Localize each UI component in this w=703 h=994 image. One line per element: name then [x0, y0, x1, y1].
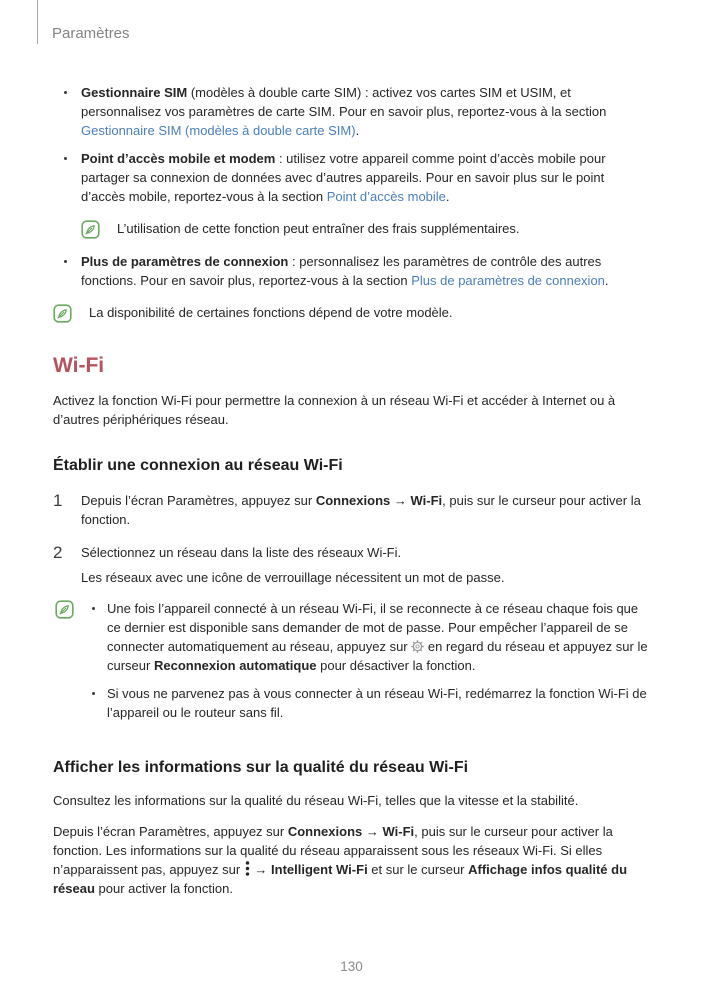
paragraph [53, 822, 651, 898]
page-footer [0, 959, 703, 974]
bullet-item [53, 252, 651, 290]
text-run: : personnalisez les paramètres de contrôle des autres fonctions. Pour en savoir plus, reportez-vous à la section [81, 254, 602, 288]
step-text [81, 491, 651, 529]
text-run: Si vous ne parvenez pas à vous connecter à un réseau Wi-Fi, redémarrez la fonction Wi-Fi de l’appareil ou le routeur sans fil. [107, 686, 647, 720]
text-run: → [250, 862, 272, 877]
bullet-dot-icon [92, 692, 95, 695]
text-run: : utilisez votre appareil comme point d’accès mobile pour partager sa connexion de données avec d’autres appareils. Pour en savoir plus sur le point d’accès mobile, reportez-vous à la section [81, 151, 606, 204]
text-run: . [355, 123, 360, 138]
bold-text: Affichage infos qualité du réseau [53, 862, 628, 896]
section-title: Wi-Fi [53, 354, 105, 377]
text-run: en regard du réseau et appuyez sur le curseur [107, 639, 648, 673]
bold-text: Connexions [287, 824, 363, 839]
text-run: . [604, 273, 609, 288]
paragraph [53, 391, 651, 429]
text-run: et sur le curseur [367, 862, 469, 877]
step-text [81, 543, 651, 587]
note-bullet-item [90, 599, 651, 675]
text-run: Depuis l’écran Paramètres, appuyez sur [81, 493, 316, 508]
page-number: 130 [340, 959, 363, 974]
bullet-item [53, 149, 651, 206]
note-icon [55, 600, 74, 619]
note-group [55, 599, 651, 731]
note-icon [81, 220, 100, 239]
bullet-dot-icon [64, 157, 67, 160]
bullet-item [53, 83, 651, 140]
page-content [0, 42, 703, 898]
bullet-dot-icon [64, 260, 67, 263]
note-items [90, 599, 651, 731]
text-run: → [390, 493, 411, 508]
note [81, 219, 651, 239]
text-run: , puis sur le curseur pour activer la fonction. Les informations sur la qualité du réseau apparaissent sous les réseaux Wi-Fi. Si elles n’apparaissent pas, appuyez sur [53, 824, 613, 877]
step-subtext [81, 568, 651, 587]
header-rule [37, 0, 38, 44]
step-number: 1 [53, 491, 63, 510]
text-run: Consultez les informations sur la qualité du réseau Wi-Fi, telles que la vitesse et la stabilité. [53, 793, 579, 808]
subsection-title: Établir une connexion au réseau Wi-Fi [53, 457, 343, 474]
step-text-line [81, 491, 651, 529]
bold-text: Intelligent Wi-Fi [271, 862, 368, 877]
bold-text: Point d’accès mobile et modem [81, 151, 276, 166]
text-run: , puis sur le curseur pour activer la fonction. [81, 493, 641, 527]
cross-reference-link[interactable]: Plus de paramètres de connexion [411, 273, 605, 288]
text-run: (modèles à double carte SIM) : activez vos cartes SIM et USIM, et personnalisez vos paramètres de carte SIM. Pour en savoir plus, reportez-vous à la section [81, 85, 607, 119]
text-run: pour désactiver la fonction. [316, 658, 476, 673]
text-run: Les réseaux avec une icône de verrouillage nécessitent un mot de passe. [81, 570, 505, 585]
bold-text: Connexions [315, 493, 391, 508]
subsection-title: Afficher les informations sur la qualité du réseau Wi-Fi [53, 759, 469, 776]
text-run: → [362, 824, 383, 839]
text-run: L’utilisation de cette fonction peut entraîner des frais supplémentaires. [117, 221, 520, 236]
text-run: . [445, 189, 450, 204]
bold-text: Wi-Fi [410, 493, 443, 508]
note-text [89, 303, 453, 323]
bold-text: Plus de paramètres de connexion [81, 254, 289, 269]
text-run: Sélectionnez un réseau dans la liste des réseaux Wi-Fi. [81, 545, 402, 560]
text-run: Activez la fonction Wi-Fi pour permettre la connexion à un réseau Wi-Fi et accéder à Internet ou à d’autres périphériques réseau. [53, 393, 616, 427]
bold-text: Reconnexion automatique [153, 658, 317, 673]
step-text-line [81, 543, 651, 562]
bold-text: Gestionnaire SIM [81, 85, 188, 100]
bold-text: Wi-Fi [382, 824, 415, 839]
step-item [53, 491, 651, 529]
text-run: Une fois l’appareil connecté à un réseau Wi-Fi, il se reconnecte à ce réseau chaque fois que ce dernier est disponible sans demander de mot de passe. Pour empêcher l’appareil de se connecter automatiquement au réseau, appuyez sur [107, 601, 639, 654]
running-header-title: Paramètres [52, 25, 130, 42]
note [53, 303, 651, 323]
bullet-dot-icon [92, 607, 95, 610]
step-number: 2 [53, 543, 63, 562]
note-bullet-item [90, 684, 651, 722]
text-run: La disponibilité de certaines fonctions dépend de votre modèle. [89, 305, 453, 320]
text-run: Depuis l’écran Paramètres, appuyez sur [53, 824, 288, 839]
note-icon [53, 304, 72, 323]
bullet-dot-icon [64, 91, 67, 94]
running-header [0, 0, 703, 42]
step-item [53, 543, 651, 587]
gear-icon [411, 640, 424, 653]
more-vertical-icon [245, 861, 250, 876]
note-text [117, 219, 520, 239]
text-run: pour activer la fonction. [94, 881, 233, 896]
paragraph [53, 791, 651, 810]
cross-reference-link[interactable]: Gestionnaire SIM (modèles à double carte SIM) [81, 123, 356, 138]
cross-reference-link[interactable]: Point d’accès mobile [326, 189, 446, 204]
